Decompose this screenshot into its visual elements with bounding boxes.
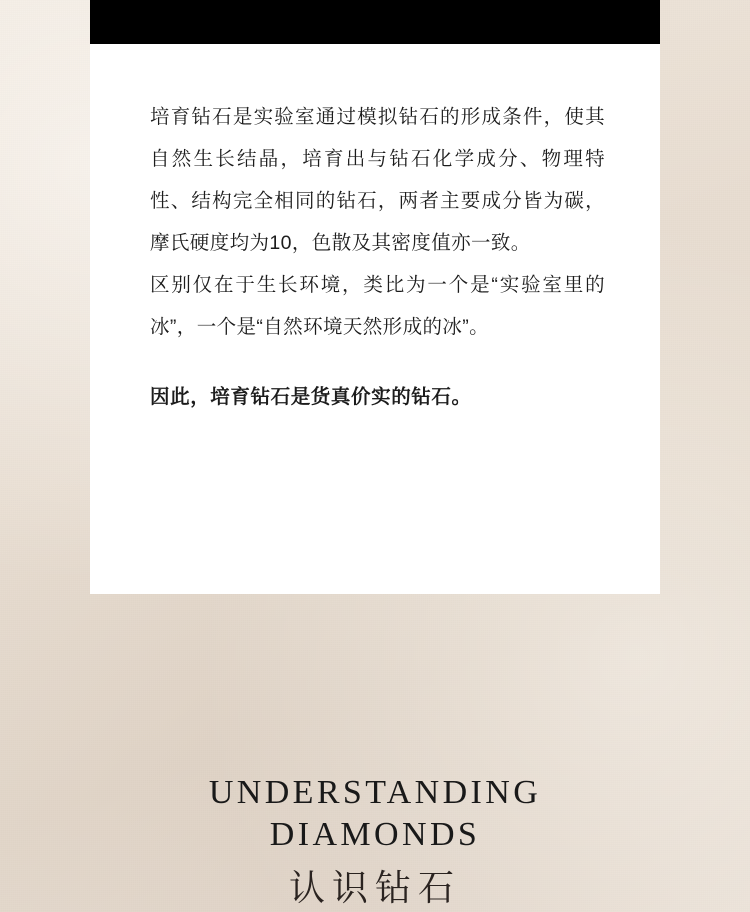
heading-english-line1: UNDERSTANDING bbox=[208, 774, 542, 811]
info-card bbox=[90, 0, 660, 594]
card-body bbox=[90, 44, 660, 418]
paragraph-conclusion: 因此，培育钻石是货真价实的钻石。 bbox=[150, 386, 472, 408]
card-top-bar bbox=[90, 0, 660, 44]
paragraph-difference: 区别仅在于生长环境，类比为一个是“实验室里的冰”，一个是“自然环境天然形成的冰”。 bbox=[150, 274, 605, 338]
heading-chinese: 认识钻石 bbox=[288, 867, 461, 908]
paragraph-definition: 培育钻石是实验室通过模拟钻石的形成条件，使其自然生长结晶，培育出与钻石化学成分、物理特性、结构完全相同的钻石，两者主要成分皆为碳，摩氏硬度均为10，色散及其密度值亦一致。 bbox=[150, 106, 605, 254]
heading-english-line2: DIAMONDS bbox=[269, 816, 481, 853]
section-heading bbox=[0, 772, 750, 912]
